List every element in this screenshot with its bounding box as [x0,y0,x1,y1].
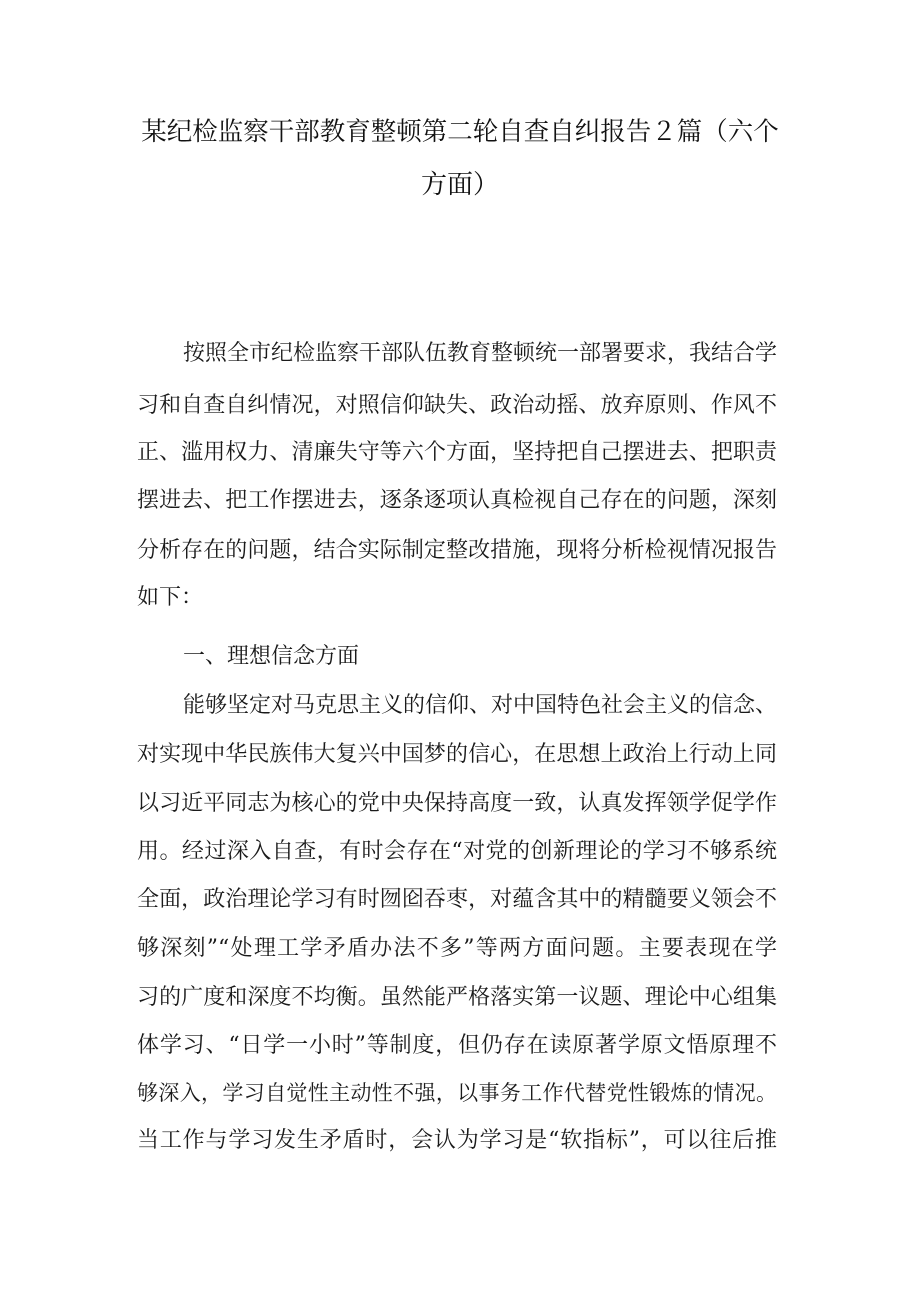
section-paragraph-line: 对实现中华民族伟大复兴中国梦的信心，在思想上政治上行动上同 [137,742,777,767]
section-paragraph-line: 够深刻”“处理工学矛盾办法不多”等两方面问题。主要表现在学 [137,936,777,961]
section-heading: 一、理想信念方面 [183,644,360,669]
intro-paragraph-line: 按照全市纪检监察干部队伍教育整顿统一部署要求，我结合学 [183,341,778,366]
section-paragraph-line: 全面，政治理论学习有时囫囵吞枣，对蕴含其中的精髓要义领会不 [137,887,777,912]
section-paragraph-line: 习的广度和深度不均衡。虽然能严格落实第一议题、理论中心组集 [137,985,777,1010]
section-paragraph-line: 用。经过深入自查，有时会存在“对党的创新理论的学习不够系统 [137,839,777,864]
intro-paragraph-line: 习和自查自纠情况，对照信仰缺失、政治动摇、放弃原则、作风不 [137,393,777,418]
section-paragraph-line: 能够坚定对马克思主义的信仰、对中国特色社会主义的信念、 [183,693,778,718]
document-title-line-2: 方面） [420,170,499,200]
intro-paragraph-line: 正、滥用权力、清廉失守等六个方面，坚持把自己摆进去、把职责 [137,440,777,465]
intro-paragraph-line: 如下： [137,585,204,610]
section-paragraph-line: 以习近平同志为核心的党中央保持高度一致，认真发挥领学促学作 [137,791,777,816]
document-title-line-1: 某纪检监察干部教育整顿第二轮自查自纠报告２篇（六个 [141,117,779,147]
intro-paragraph-line: 摆进去、把工作摆进去，逐条逐项认真检视自己存在的问题，深刻 [137,488,777,513]
section-paragraph-line: 体学习、“日学一小时”等制度，但仍存在读原著学原文悟原理不 [137,1033,777,1058]
intro-paragraph-line: 分析存在的问题，结合实际制定整改措施，现将分析检视情况报告 [137,538,777,563]
section-paragraph-line: 当工作与学习发生矛盾时，会认为学习是“软指标”，可以往后推 [137,1128,777,1153]
section-paragraph-line: 够深入，学习自觉性主动性不强，以事务工作代替党性锻炼的情况。 [137,1081,777,1105]
